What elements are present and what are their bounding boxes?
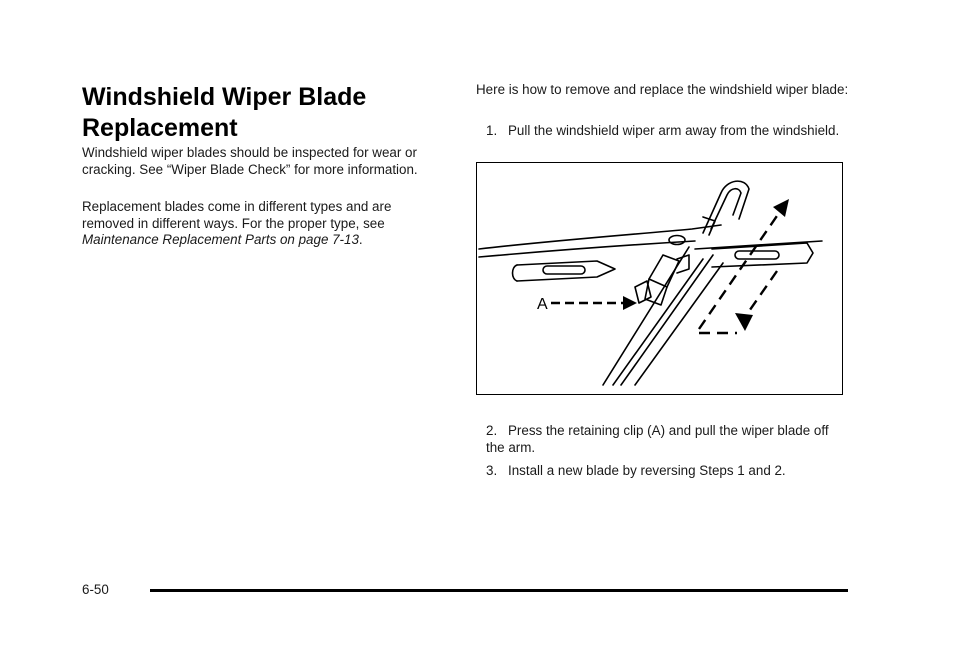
page-title: Windshield Wiper Blade Replacement: [82, 83, 367, 142]
blade-end-left: [513, 265, 518, 281]
glass-line-4: [603, 247, 689, 385]
step-2: [486, 423, 846, 456]
arm-hook-inner: [711, 189, 741, 229]
glass-line-1: [621, 255, 713, 385]
step-2-number: 2.: [486, 423, 498, 438]
blade-types-paragraph: [82, 199, 442, 249]
label-a-arrowhead: [623, 296, 637, 310]
procedure-intro: Here is how to remove and replace the windshield wiper blade:: [476, 82, 849, 97]
blade-types-text: Replacement blades come in different types and are removed in different ways. For the proper type, see: [82, 199, 392, 231]
motion-arrowhead-down: [735, 313, 753, 331]
step-3-number: 3.: [486, 463, 498, 478]
maintenance-parts-link[interactable]: Maintenance Replacement Parts on page 7-13: [82, 232, 359, 247]
blade-types-period: .: [358, 232, 363, 247]
wiper-diagram: [477, 163, 841, 393]
blade-slot-left: [543, 266, 585, 274]
step-3-text: Install a new blade by reversing Steps 1 and 2.: [508, 463, 786, 478]
step-2-text: Press the retaining clip (A) and pull the wiper blade off the arm.: [486, 423, 829, 455]
motion-dash-lower: [745, 271, 777, 317]
intro-paragraph: Windshield wiper blades should be inspected for wear or cracking. See “Wiper Blade Check” for more information.: [82, 145, 418, 177]
step-1: [486, 123, 846, 140]
wiper-illustration: [476, 162, 843, 395]
page-number: 6-50: [82, 582, 109, 597]
step-1-number: 1.: [486, 123, 498, 138]
step-1-text: Pull the windshield wiper arm away from the windshield.: [508, 123, 840, 138]
motion-arrowhead-up: [773, 199, 789, 217]
blade-slot-right: [735, 251, 779, 259]
wiper-arm-upper-edge: [479, 225, 721, 249]
step-3: [486, 463, 846, 480]
glass-line-2: [613, 259, 703, 385]
footer-rule: [150, 589, 848, 592]
arm-rivet: [669, 236, 685, 245]
arm-hook: [703, 181, 749, 233]
blade-holder-left: [517, 261, 615, 281]
wiper-rubber-edge: [695, 241, 822, 249]
label-a: A: [537, 296, 548, 313]
